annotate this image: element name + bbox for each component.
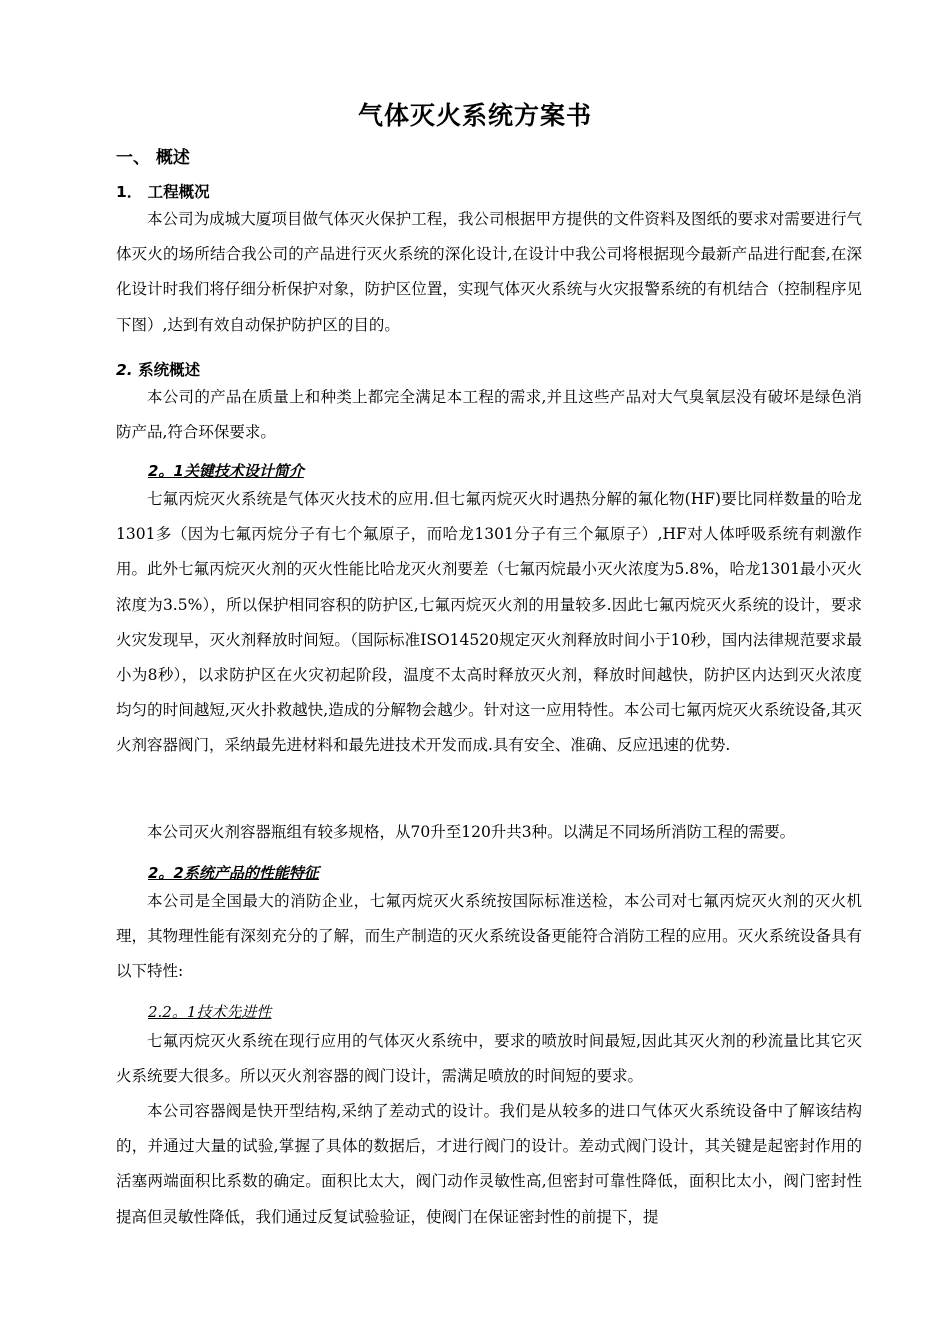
paragraph-key-tech: 七氟丙烷灭火系统是气体灭火技术的应用.但七氟丙烷灭火时遇热分解的氟化物(HF)要比同样数量的哈龙1301多（因为七氟丙烷分子有七个氟原子，而哈龙1301分子有三个氟原子）,HF对人体呼吸系统有刺激作用。此外七氟丙烷灭火剂的灭火性能比哈龙灭火剂要差（七氟丙烷最小灭火浓度为5.8%，哈龙1301最小灭火浓度为3.5%），所以保护相同容积的防护区,七氟丙烷灭火剂的用量较多.因此七氟丙烷灭火系统的设计，要求火灾发现早，灭火剂释放时间短。（国际标准ISO14520规定灭火剂释放时间小于10秒，国内法律规范要求最小为8秒），以求防护区在火灾初起阶段，温度不太高时释放灭火剂，释放时间越快，防护区内达到灭火浓度均匀的时间越短,灭火扑救越快,造成的分解物会越少。针对这一应用特性。本公司七氟丙烷灭火系统设备,其灭火剂容器阀门，采纳最先进材料和最先进技术开发而成.具有安全、准确、反应迅速的优势. (116, 490, 862, 755)
heading-text: 系统概述 (132, 361, 201, 379)
section-heading-overview: 一、 概述 (116, 148, 190, 168)
heading-system-overview (116, 358, 200, 380)
paragraph-tech-advanced-1: 七氟丙烷灭火系统在现行应用的气体灭火系统中，要求的喷放时间最短,因此其灭火剂的秒流量比其它灭火系统要大很多。所以灭火剂容器的阀门设计，需满足喷放的时间短的要求。 (116, 1032, 862, 1086)
heading-performance: 2。2系统产品的性能特征 (148, 864, 319, 882)
paragraph-performance: 本公司是全国最大的消防企业，七氟丙烷灭火系统按国际标准送检，本公司对七氟丙烷灭火剂的灭火机理，其物理性能有深刻充分的了解，而生产制造的灭火系统设备更能符合消防工程的应用。灭火系统设备具有以下特性: (116, 892, 862, 981)
heading-key-tech: 2。1关键技术设计简介 (148, 462, 304, 480)
heading-number: 2. (116, 361, 133, 379)
paragraph-system-overview: 本公司的产品在质量上和种类上都完全满足本工程的需求,并且这些产品对大气臭氧层没有破坏是绿色消防产品,符合环保要求。 (116, 388, 862, 442)
paragraph-project-overview: 本公司为成城大厦项目做气体灭火保护工程，我公司根据甲方提供的文件资料及图纸的要求对需要进行气体灭火的场所结合我公司的产品进行灭火系统的深化设计,在设计中我公司将根据现今最新产品进行配套,在深化设计时我们将仔细分析保护对象，防护区位置，实现气体灭火系统与火灾报警系统的有机结合（控制程序见下图）,达到有效自动保护防护区的目的。 (116, 210, 862, 334)
paragraph-container-specs: 本公司灭火剂容器瓶组有较多规格，从70升至120升共3种。以满足不同场所消防工程的需要。 (147, 823, 796, 841)
heading-project-overview: 1． 工程概况 (116, 183, 210, 201)
heading-tech-advanced: 2.2。1技术先进性 (148, 1003, 272, 1021)
document-title: 气体灭火系统方案书 (357, 101, 592, 130)
paragraph-tech-advanced-2: 本公司容器阀是快开型结构,采纳了差动式的设计。我们是从较多的进口气体灭火系统设备中了解该结构的，并通过大量的试验,掌握了具体的数据后，才进行阀门的设计。差动式阀门设计，其关键是起密封作用的活塞两端面积比系数的确定。面积比太大，阀门动作灵敏性高,但密封可靠性降低，面积比太小，阀门密封性提高但灵敏性降低，我们通过反复试验验证，使阀门在保证密封性的前提下，提 (116, 1102, 862, 1226)
